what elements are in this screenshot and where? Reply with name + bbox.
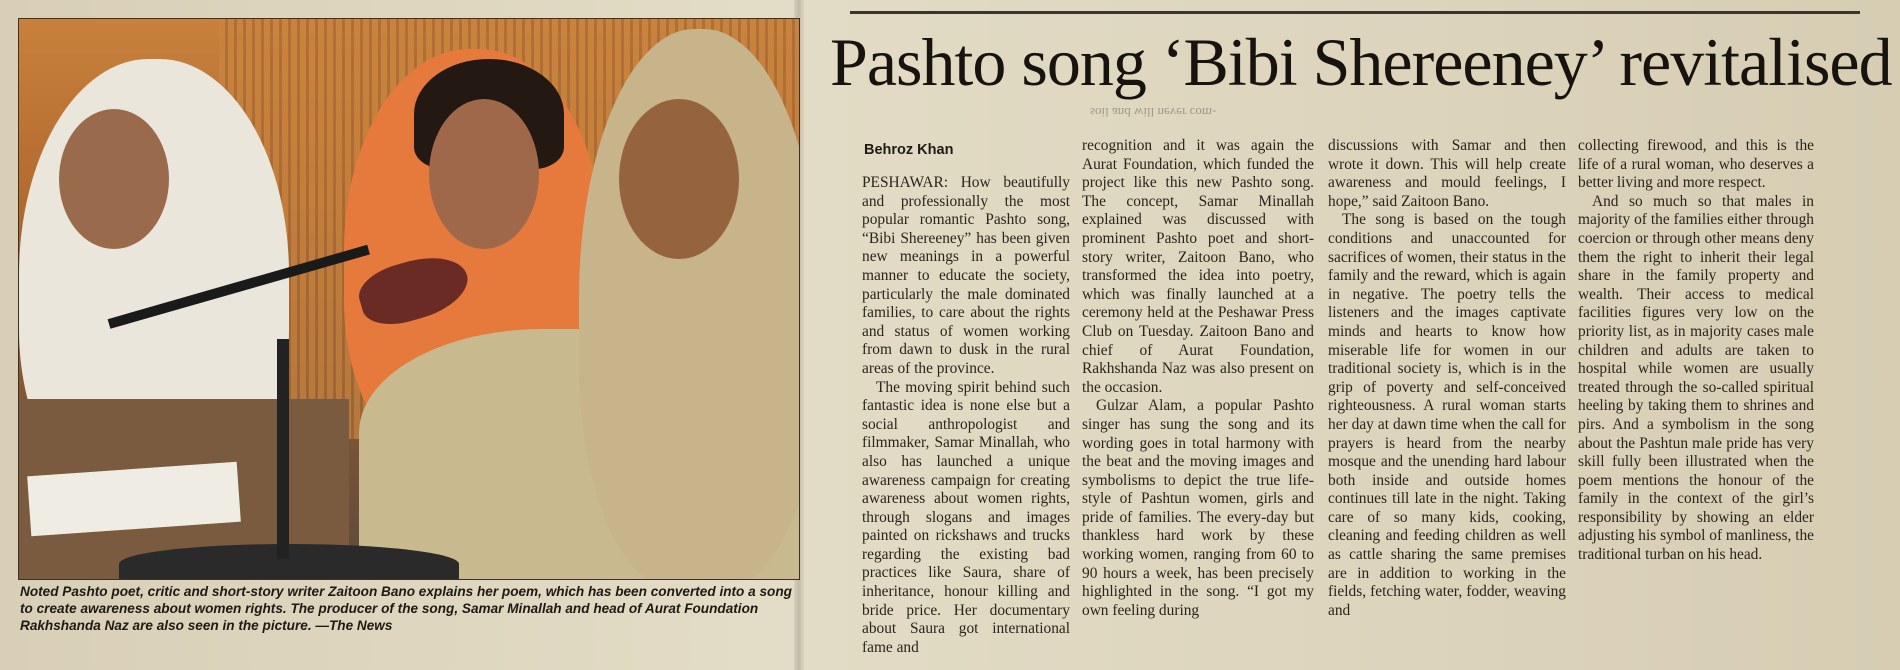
article-column-1 — [862, 174, 1070, 654]
paragraph: discussions with Samar and then wrote it down. This will help create awareness and mould feelings, I hope,” said Zaitoon Bano. — [1328, 137, 1566, 210]
article-column-3 — [1328, 137, 1566, 617]
woman-right-face — [619, 99, 739, 259]
photo-caption: Noted Pashto poet, critic and short-story writer Zaitoon Bano explains her poem, which has been converted into a song to create awareness about women rights. The producer of the song, Samar Minallah and head of Aurat Foundation Rakhshanda Naz are also seen in the picture. —The News — [20, 584, 792, 633]
paragraph: The song is based on the tough conditions and unaccounted for sacrifices of women, their status in the family and the reward, which is again in negative. The poetry tells the listeners and the images captivate minds and hearts to know how miserable life for women in our traditional society is, which is in the grip of poverty and self-conceived righteousness. A rural woman starts her day at dawn time when the call for prayers is heard from the nearby mosque and the unending hard labour both inside and outside homes continues till late in the night. Taking care of so many kids, cooking, cleaning and feeding children as well as cattle sharing the same premises are in addition to working in the fields, fetching water, fodder, weaving and — [1328, 211, 1566, 619]
article-column-4 — [1578, 137, 1814, 617]
headline-rule — [850, 11, 1860, 14]
bleed-through-text: soil and will never com- — [1090, 105, 1217, 120]
article-column-2 — [1082, 137, 1314, 617]
paragraph: The moving spirit behind such fantastic idea is none else but a social anthropologist and filmmaker, Samar Minallah, who also has launched a unique awareness campaign for creating awareness about women rights, through slogans and images painted on rickshaws and trucks regarding the existing bad practices like Saura, share of inheritance, honour killing and bride price. Her documentary about Saura got international fame and — [862, 378, 1070, 656]
woman-middle-face — [429, 99, 539, 249]
paragraph: Gulzar Alam, a popular Pashto singer has sung the song and its wording goes in total harmony with the beat and the moving images and symbolisms to depict the true life-style of Pashtun women, girls and pride of families. The every-day but thankless hard work by these working women, ranging from 60 to 90 hours a week, has been precisely highlighted in the song. “I got my own feeling during — [1082, 397, 1314, 619]
paragraph: recognition and it was again the Aurat Foundation, which funded the project like this new Pashto song. The concept, Samar Minallah explained was discussed with prominent Pashto poet and short-story writer, Zaitoon Bano, who transformed the idea into poetry, which was finally launched at a ceremony held at the Peshawar Press Club on Tuesday. Zaitoon Bano and chief of Aurat Foundation, Rakhshanda Naz was also present on the occasion. — [1082, 137, 1314, 396]
paragraph: collecting firewood, and this is the life of a rural woman, who deserves a better living and more respect. — [1578, 137, 1814, 192]
woman-left-face — [59, 109, 169, 249]
paragraph: PESHAWAR: How beautifully and professionally the most popular romantic Pashto song, “Bibi Shereeney” has been given new meanings in a powerful manner to educate the society, particularly the male dominated families, to care about the rights and status of women working from dawn to dusk in the rural areas of the province. — [862, 174, 1070, 377]
microphone-stand — [277, 339, 289, 559]
headline: Pashto song ‘Bibi Shereeney’ revitalised — [830, 24, 1892, 100]
paragraph: And so much so that males in majority of the families either through coercion or through other means deny them the right to inherit their legal share in the family property and wealth. Their access to medical facilities figures very low on the priority list, as in majority cases male children and adults are taken to hospital while women are usually treated through the so-called spiritual heeling by taking them to shrines and pirs. And a symbolism in the song about the Pashtun male pride has very skill fully been illustrated when the poem mentions the honour of the family in the context of the girl’s responsibility by showing an elder adjusting his symbol of manliness, the traditional turban on his head. — [1578, 192, 1814, 564]
byline: Behroz Khan — [864, 142, 954, 158]
microphone-base — [119, 544, 459, 580]
news-photo — [18, 18, 800, 580]
